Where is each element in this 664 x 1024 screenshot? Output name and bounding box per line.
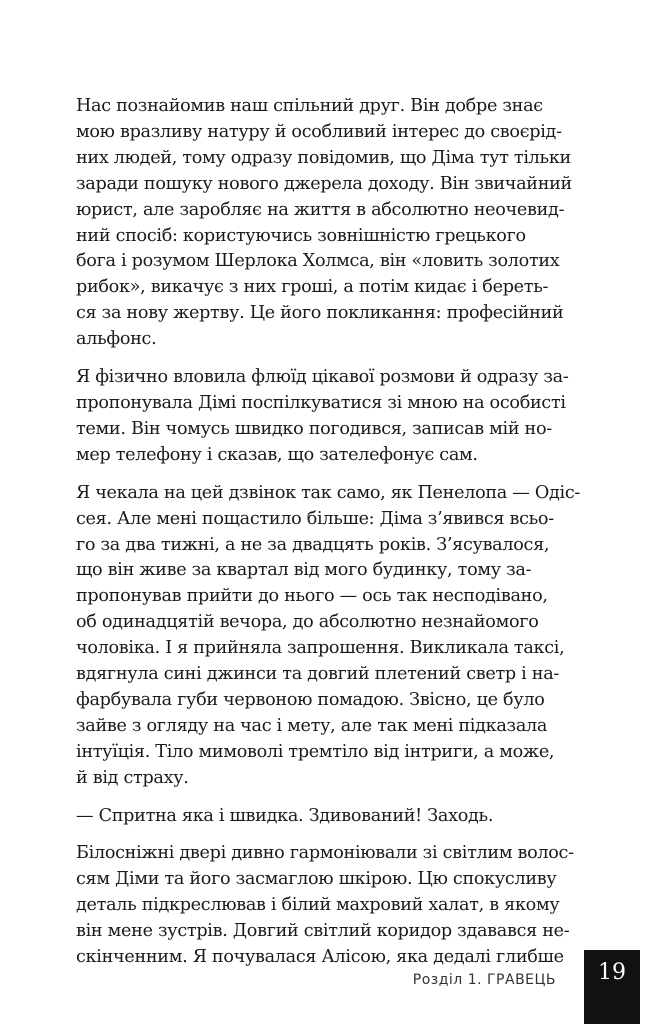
body-text <box>76 94 581 983</box>
chapter-label: Розділ 1. ГРАВЕЦЬ <box>412 972 556 988</box>
page-number-box <box>584 950 640 1024</box>
paragraph: Нас познайомив наш спільний друг. Він добре знає мою вразливу натуру й особливий інтерес до своєрід- них людей, тому одразу повідомив, що Діма тут тільки заради пошуку нового джерела доходу. Він звичайний юрист, але заробляє на життя в абсолютно неочевид- ний спосіб: користуючись зовнішністю грецького бога і розумом Шерлока Холмса, він «ловить золотих рибок», викачує з них гроші, а потім кидає і береть- ся за нову жертву. Це його покликання: професійний альфонс. <box>76 96 572 350</box>
paragraph: Я чекала на цей дзвінок так само, як Пенелопа — Одіс- сея. Але мені пощастило більше: Діма з’явився всьо- го за два тижні, а не за двадцять років. З’ясувалося, що він живе за квартал від мого будинку, тому за- пропонував прийти до нього — ось так несподівано, об одинадцятій вечора, до абсолютно незнайомого чоловіка. І я прийняла запрошення. Викликала таксі, вдягнула сині джинси та довгий плетений светр і на- фарбувала губи червоною помадою. Звісно, це було зайве з огляду на час і мету, але так мені підказала інтуїція. Тіло мимоволі тремтіло від інтриги, а може, й від страху. <box>76 482 581 788</box>
page-footer <box>0 924 664 1024</box>
paragraph: Я фізично вловила флюїд цікавої розмови й одразу за- пропонувала Дімі поспілкуватися зі мною на особисті теми. Він чомусь швидко погодився, записав мій но- мер телефону і сказав, що зателефонує сам. <box>76 367 569 465</box>
paragraph: Білосніжні двері дивно гармоніювали зі світлим волос- сям Діми та його засмаглою шкірою. Цю спокусливу деталь підкреслював і білий махровий халат, в якому він мене зустрів. Довгий світлий коридор здавався не- скінченним. Я почувалася Алісою, яка дедалі глибше <box>76 843 574 968</box>
page-number: 19 <box>598 960 626 985</box>
paragraph: — Спритна яка і швидка. Здивований! Заходь. <box>76 805 494 826</box>
